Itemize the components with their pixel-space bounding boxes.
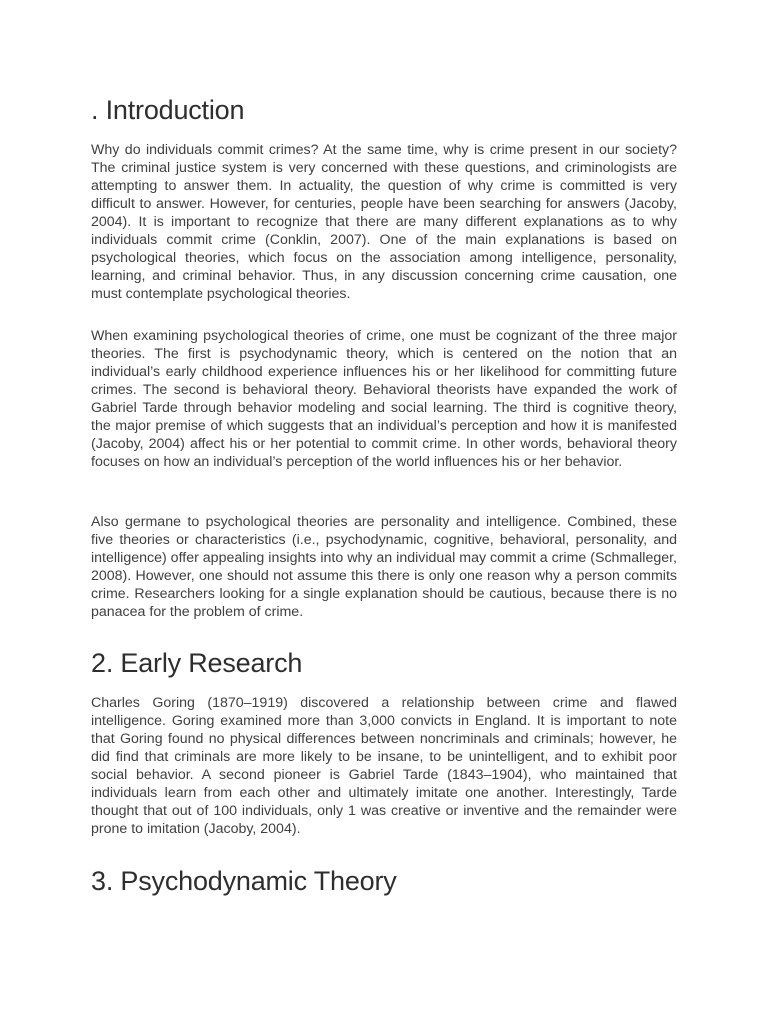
section-heading-introduction: . Introduction: [91, 95, 245, 125]
section-heading-psychodynamic-theory: 3. Psychodynamic Theory: [91, 866, 397, 896]
paragraph: Why do individuals commit crimes? At the same time, why is crime present in our society? The criminal justice system is very concerned with these questions, and criminologists are attempting to answer them. In actuality, the question of why crime is committed is very difficult to answer. However, for centuries, people have been searching for answers (Jacoby, 2004). It is important to recognize that there are many different explanations as to why individuals commit crime (Conklin, 2007). One of the main explanations is based on psychological theories, which focus on the association among intelligence, personality, learning, and criminal behavior. Thus, in any discussion concerning crime causation, one must contemplate psychological theories.: [91, 142, 677, 302]
section-heading-early-research: 2. Early Research: [91, 648, 303, 678]
paragraph: Also germane to psychological theories are personality and intelligence. Combined, these five theories or characteristics (i.e., psychodynamic, cognitive, behavioral, personality, and intelligence) offer appealing insights into why an individual may commit a crime (Schmalleger, 2008). However, one should not assume this there is only one reason why a person commits crime. Researchers looking for a single explanation should be cautious, because there is no panacea for the problem of crime.: [91, 514, 677, 620]
paragraph: When examining psychological theories of crime, one must be cognizant of the three major theories. The first is psychodynamic theory, which is centered on the notion that an individual’s early childhood experience influences his or her likelihood for committing future crimes. The second is behavioral theory. Behavioral theorists have expanded the work of Gabriel Tarde through behavior modeling and social learning. The third is cognitive theory, the major premise of which suggests that an individual’s perception and how it is manifested (Jacoby, 2004) affect his or her potential to commit crime. In other words, behavioral theory focuses on how an individual’s perception of the world influences his or her behavior.: [91, 328, 677, 470]
paragraph: Charles Goring (1870–1919) discovered a relationship between crime and flawed intelligence. Goring examined more than 3,000 convicts in England. It is important to note that Goring found no physical differences between noncriminals and criminals; however, he did find that criminals are more likely to be insane, to be unintelligent, and to exhibit poor social behavior. A second pioneer is Gabriel Tarde (1843–1904), who maintained that individuals learn from each other and ultimately imitate one another. Interestingly, Tarde thought that out of 100 individuals, only 1 was creative or inventive and the remainder were prone to imitation (Jacoby, 2004).: [91, 695, 677, 837]
